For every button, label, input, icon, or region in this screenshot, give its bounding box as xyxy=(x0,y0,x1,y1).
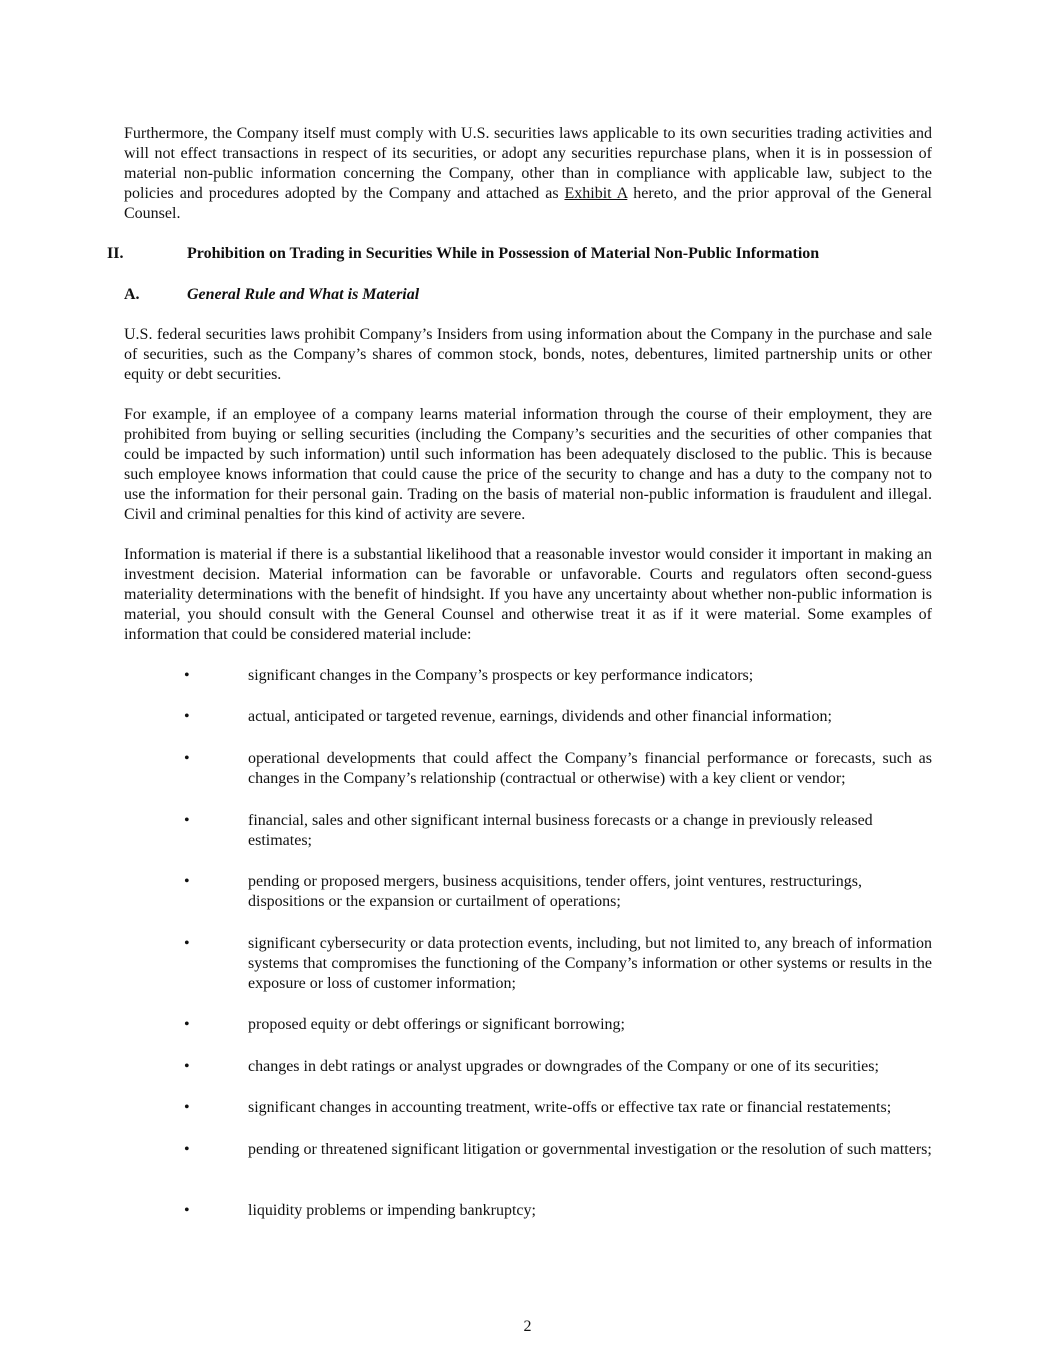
list-item-text: pending or threatened significant litigation or governmental investigation or the resolution of such matters; xyxy=(248,1141,932,1158)
paragraph-materiality: Information is material if there is a substantial likelihood that a reasonable investor would consider it important in making an investment decision. Material information can be favorable or unfavorable. Courts and regulators often second-guess materiality determinations with the benefit of hindsight. If you have any uncertainty about whether non-public information is material, you should consult with the General Counsel and otherwise treat it as if it were material. Some examples of information that could be considered material include: xyxy=(124,546,932,643)
bullet-icon: • xyxy=(184,812,190,829)
list-item-text: liquidity problems or impending bankruptcy; xyxy=(248,1202,536,1219)
bullet-icon: • xyxy=(184,1141,190,1158)
bullet-icon: • xyxy=(184,935,190,952)
intro-text-end: hereto, and the prior approval of the General Counsel. xyxy=(124,185,932,222)
list-item-text: significant changes in the Company’s prospects or key performance indicators; xyxy=(248,667,754,684)
section-title: Prohibition on Trading in Securities While in Possession of Material Non-Public Information xyxy=(187,245,820,262)
paragraph-securities-laws: U.S. federal securities laws prohibit Company’s Insiders from using information about the Company in the purchase and sale of securities, such as the Company’s shares of common stock, bonds, notes, debentures, limited partnership units or other equity or debt securities. xyxy=(124,326,932,383)
bullet-icon: • xyxy=(184,1202,190,1219)
bullet-icon: • xyxy=(184,667,190,684)
intro-paragraph xyxy=(124,124,932,224)
list-item-text: financial, sales and other significant internal business forecasts or a change in previously released estimates; xyxy=(248,812,873,849)
bullet-icon: • xyxy=(184,1058,190,1075)
intro-text: Furthermore, the Company itself must comply with U.S. securities laws applicable to its own securities trading activities and will not effect transactions in respect of its securities, or adopt any securities repurchase plans, when it is in possession of material non-public information concerning the Company, other than in compliance with applicable law, subject to the policies and procedures adopted by the Company and attached as xyxy=(124,125,932,202)
list-item-text: significant changes in accounting treatment, write-offs or effective tax rate or financial restatements; xyxy=(248,1099,892,1116)
exhibit-a-link[interactable]: Exhibit A xyxy=(564,185,628,202)
subsection-number: A. xyxy=(124,286,140,303)
subsection-title: General Rule and What is Material xyxy=(187,286,420,303)
list-item-text: changes in debt ratings or analyst upgrades or downgrades of the Company or one of its securities; xyxy=(248,1058,879,1075)
bullet-icon: • xyxy=(184,750,190,767)
list-item-text: significant cybersecurity or data protection events, including, but not limited to, any breach of information systems that compromises the functioning of the Company’s information or other systems or results in the exposure or loss of customer information; xyxy=(248,935,932,992)
section-number: II. xyxy=(107,245,124,262)
page-number: 2 xyxy=(523,1318,532,1335)
bullet-icon: • xyxy=(184,873,190,890)
list-item-text: pending or proposed mergers, business acquisitions, tender offers, joint ventures, restructurings, dispositions or the expansion or curtailment of operations; xyxy=(248,873,862,910)
paragraph-example: For example, if an employee of a company learns material information through the course of their employment, they are prohibited from buying or selling securities (including the Company’s securities and the securities of other companies that could be impacted by such information) until such information has been adequately disclosed to the public. This is because such employee knows information that could cause the price of the security to change and has a duty to the company not to use the information for their personal gain. Trading on the basis of material non-public information is fraudulent and illegal. Civil and criminal penalties for this kind of activity are severe. xyxy=(124,406,932,523)
list-item-text: operational developments that could affect the Company’s financial performance or forecasts, such as changes in the Company’s relationship (contractual or otherwise) with a key client or vendor; xyxy=(248,750,932,787)
list-item-text: proposed equity or debt offerings or significant borrowing; xyxy=(248,1016,625,1033)
bullet-icon: • xyxy=(184,1099,190,1116)
bullet-icon: • xyxy=(184,1016,190,1033)
list-item-text: actual, anticipated or targeted revenue, earnings, dividends and other financial information; xyxy=(248,708,832,725)
bullet-icon: • xyxy=(184,708,190,725)
